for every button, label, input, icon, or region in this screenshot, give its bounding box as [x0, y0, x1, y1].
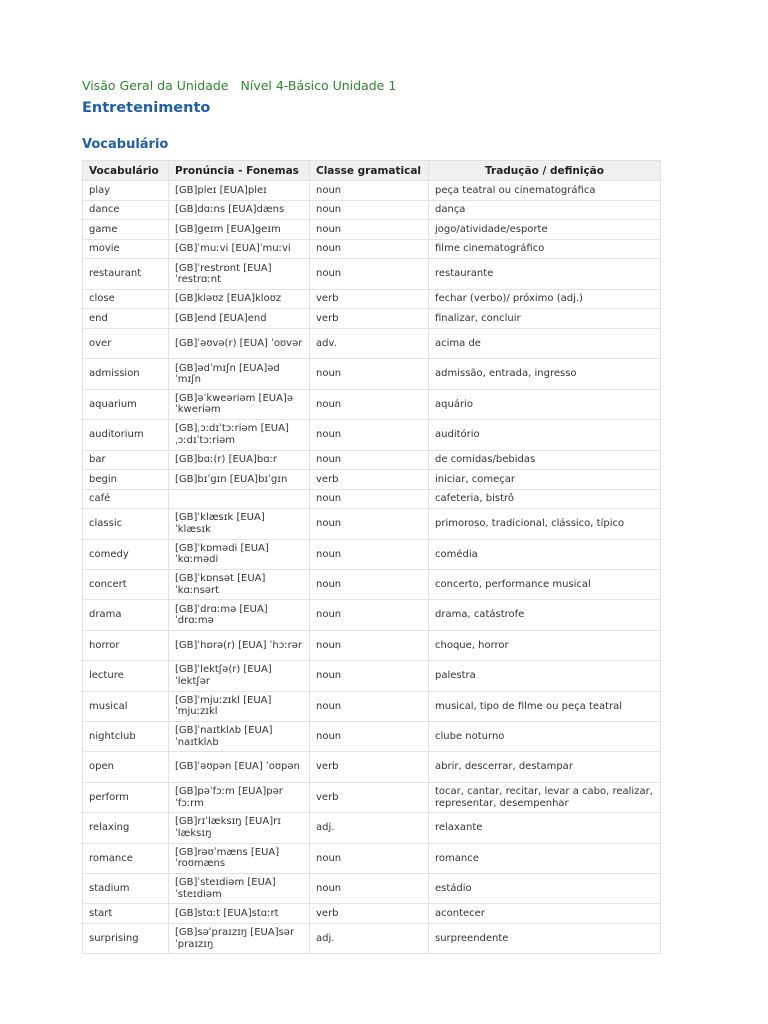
- cell-word: stadium: [83, 873, 169, 903]
- cell-class: noun: [310, 181, 429, 201]
- cell-class: noun: [310, 843, 429, 873]
- table-row: [83, 489, 661, 509]
- cell-class: noun: [310, 570, 429, 600]
- table-body: [83, 181, 661, 954]
- cell-word: relaxing: [83, 813, 169, 843]
- cell-word: end: [83, 309, 169, 329]
- cell-pronunciation: [GB]səˈpraɪzɪŋ [EUA]sər ˈpraɪzɪŋ: [169, 923, 310, 953]
- cell-translation: concerto, performance musical: [429, 570, 661, 600]
- cell-word: aquarium: [83, 389, 169, 419]
- breadcrumb-overview: Visão Geral da Unidade: [82, 78, 229, 93]
- cell-class: noun: [310, 661, 429, 691]
- cell-pronunciation: [GB]rəʊˈmæns [EUA] ˈroʊmæns: [169, 843, 310, 873]
- page-title: Entretenimento: [82, 100, 211, 116]
- cell-translation: musical, tipo de filme ou peça teatral: [429, 691, 661, 721]
- table-row: [83, 509, 661, 539]
- cell-pronunciation: [GB]ˈrestrɒnt [EUA] ˈrestrɑːnt: [169, 259, 310, 289]
- table-row: [83, 539, 661, 569]
- cell-class: verb: [310, 782, 429, 812]
- cell-pronunciation: [GB]ˈmuːvi [EUA]ˈmuːvi: [169, 239, 310, 259]
- cell-pronunciation: [GB]əˈkweəriəm [EUA]ə ˈkweriəm: [169, 389, 310, 419]
- cell-translation: choque, horror: [429, 630, 661, 660]
- cell-word: over: [83, 328, 169, 358]
- table-row: [83, 220, 661, 240]
- cell-class: noun: [310, 873, 429, 903]
- table-row: [83, 200, 661, 220]
- table-row: [83, 600, 661, 630]
- breadcrumb: [82, 76, 660, 96]
- cell-class: noun: [310, 489, 429, 509]
- cell-translation: aquário: [429, 389, 661, 419]
- cell-word: movie: [83, 239, 169, 259]
- cell-class: verb: [310, 289, 429, 309]
- table-row: [83, 181, 661, 201]
- cell-translation: iniciar, começar: [429, 470, 661, 490]
- cell-word: horror: [83, 630, 169, 660]
- cell-class: noun: [310, 200, 429, 220]
- column-header-vocabulary: Vocabulário: [83, 161, 169, 181]
- table-row: [83, 239, 661, 259]
- cell-word: game: [83, 220, 169, 240]
- cell-word: bar: [83, 450, 169, 470]
- cell-translation: restaurante: [429, 259, 661, 289]
- table-header-row: [83, 161, 661, 181]
- cell-pronunciation: [GB]ədˈmɪʃn [EUA]əd ˈmɪʃn: [169, 359, 310, 389]
- cell-translation: admissão, entrada, ingresso: [429, 359, 661, 389]
- table-row: [83, 691, 661, 721]
- breadcrumb-level: Nível 4-Básico Unidade 1: [240, 78, 397, 93]
- cell-class: adj.: [310, 813, 429, 843]
- cell-translation: fechar (verbo)/ próximo (adj.): [429, 289, 661, 309]
- cell-translation: drama, catástrofe: [429, 600, 661, 630]
- section-heading: Vocabulário: [82, 137, 169, 152]
- cell-translation: surpreendente: [429, 923, 661, 953]
- cell-class: adv.: [310, 328, 429, 358]
- table-row: [83, 923, 661, 953]
- table-row: [83, 630, 661, 660]
- table-row: [83, 782, 661, 812]
- table-row: [83, 904, 661, 924]
- cell-class: noun: [310, 630, 429, 660]
- cell-pronunciation: [GB]pəˈfɔːm [EUA]pər ˈfɔːrm: [169, 782, 310, 812]
- cell-pronunciation: [GB]rɪˈlæksɪŋ [EUA]rɪ ˈlæksɪŋ: [169, 813, 310, 843]
- cell-pronunciation: [GB]ˈnaɪtklʌb [EUA] ˈnaɪtklʌb: [169, 722, 310, 752]
- table-row: [83, 813, 661, 843]
- cell-pronunciation: [169, 489, 310, 509]
- cell-class: verb: [310, 904, 429, 924]
- cell-translation: comédia: [429, 539, 661, 569]
- cell-pronunciation: [GB]ˈkɒmədi [EUA] ˈkɑːmədi: [169, 539, 310, 569]
- cell-word: comedy: [83, 539, 169, 569]
- cell-word: play: [83, 181, 169, 201]
- table-row: [83, 843, 661, 873]
- cell-pronunciation: [GB]stɑːt [EUA]stɑːrt: [169, 904, 310, 924]
- cell-class: noun: [310, 359, 429, 389]
- cell-pronunciation: [GB]geɪm [EUA]geɪm: [169, 220, 310, 240]
- table-row: [83, 661, 661, 691]
- cell-translation: peça teatral ou cinematográfica: [429, 181, 661, 201]
- cell-pronunciation: [GB]bɑː(r) [EUA]bɑːr: [169, 450, 310, 470]
- cell-word: nightclub: [83, 722, 169, 752]
- cell-word: begin: [83, 470, 169, 490]
- cell-class: verb: [310, 752, 429, 782]
- table-row: [83, 359, 661, 389]
- table-row: [83, 752, 661, 782]
- cell-word: open: [83, 752, 169, 782]
- table-row: [83, 420, 661, 450]
- cell-pronunciation: [GB]ˈlektʃə(r) [EUA] ˈlektʃər: [169, 661, 310, 691]
- cell-translation: abrir, descerrar, destampar: [429, 752, 661, 782]
- cell-class: noun: [310, 600, 429, 630]
- cell-word: perform: [83, 782, 169, 812]
- cell-translation: cafeteria, bistrô: [429, 489, 661, 509]
- cell-translation: filme cinematográfico: [429, 239, 661, 259]
- cell-word: surprising: [83, 923, 169, 953]
- cell-pronunciation: [GB]end [EUA]end: [169, 309, 310, 329]
- cell-class: noun: [310, 450, 429, 470]
- table-row: [83, 470, 661, 490]
- cell-class: noun: [310, 220, 429, 240]
- cell-class: noun: [310, 509, 429, 539]
- cell-translation: auditório: [429, 420, 661, 450]
- cell-class: noun: [310, 420, 429, 450]
- cell-class: verb: [310, 470, 429, 490]
- cell-word: drama: [83, 600, 169, 630]
- cell-word: café: [83, 489, 169, 509]
- cell-pronunciation: [GB]bɪˈgɪn [EUA]bɪˈgɪn: [169, 470, 310, 490]
- cell-translation: palestra: [429, 661, 661, 691]
- cell-word: start: [83, 904, 169, 924]
- cell-pronunciation: [GB]ˈklæsɪk [EUA] ˈklæsɪk: [169, 509, 310, 539]
- cell-word: admission: [83, 359, 169, 389]
- cell-pronunciation: [GB]ˈəʊvə(r) [EUA] ˈoʊvər: [169, 328, 310, 358]
- cell-translation: primoroso, tradicional, clássico, típico: [429, 509, 661, 539]
- cell-class: noun: [310, 239, 429, 259]
- cell-translation: de comidas/bebidas: [429, 450, 661, 470]
- cell-word: close: [83, 289, 169, 309]
- cell-class: adj.: [310, 923, 429, 953]
- cell-pronunciation: [GB]dɑːns [EUA]dæns: [169, 200, 310, 220]
- table-row: [83, 570, 661, 600]
- cell-class: verb: [310, 309, 429, 329]
- cell-word: classic: [83, 509, 169, 539]
- cell-pronunciation: [GB]ˈsteɪdiəm [EUA] ˈsteɪdiəm: [169, 873, 310, 903]
- cell-word: romance: [83, 843, 169, 873]
- table-row: [83, 328, 661, 358]
- table-row: [83, 309, 661, 329]
- cell-pronunciation: [GB]ˈəʊpən [EUA] ˈoʊpən: [169, 752, 310, 782]
- column-header-translation: Tradução / definição: [429, 161, 661, 181]
- cell-pronunciation: [GB]ˈhɒrə(r) [EUA] ˈhɔːrər: [169, 630, 310, 660]
- cell-class: noun: [310, 539, 429, 569]
- cell-translation: estádio: [429, 873, 661, 903]
- cell-word: restaurant: [83, 259, 169, 289]
- table-row: [83, 450, 661, 470]
- cell-translation: acima de: [429, 328, 661, 358]
- cell-translation: clube noturno: [429, 722, 661, 752]
- cell-pronunciation: [GB]kləʊz [EUA]kloʊz: [169, 289, 310, 309]
- cell-translation: dança: [429, 200, 661, 220]
- table-row: [83, 389, 661, 419]
- cell-translation: relaxante: [429, 813, 661, 843]
- cell-class: noun: [310, 389, 429, 419]
- table-row: [83, 873, 661, 903]
- cell-translation: acontecer: [429, 904, 661, 924]
- cell-word: dance: [83, 200, 169, 220]
- cell-pronunciation: [GB]pleɪ [EUA]pleɪ: [169, 181, 310, 201]
- cell-pronunciation: [GB]ˈkɒnsət [EUA] ˈkɑːnsərt: [169, 570, 310, 600]
- table-row: [83, 259, 661, 289]
- cell-word: lecture: [83, 661, 169, 691]
- column-header-pronunciation: Pronúncia - Fonemas: [169, 161, 310, 181]
- cell-pronunciation: [GB]ˈdrɑːmə [EUA] ˈdrɑːmə: [169, 600, 310, 630]
- cell-word: musical: [83, 691, 169, 721]
- cell-class: noun: [310, 722, 429, 752]
- cell-translation: finalizar, concluir: [429, 309, 661, 329]
- cell-pronunciation: [GB]ˈmjuːzɪkl [EUA] ˈmjuːzɪkl: [169, 691, 310, 721]
- column-header-class: Classe gramatical: [310, 161, 429, 181]
- cell-translation: romance: [429, 843, 661, 873]
- cell-translation: jogo/atividade/esporte: [429, 220, 661, 240]
- cell-class: noun: [310, 691, 429, 721]
- table-row: [83, 289, 661, 309]
- table-row: [83, 722, 661, 752]
- vocabulary-table: [82, 160, 661, 954]
- cell-word: auditorium: [83, 420, 169, 450]
- cell-pronunciation: [GB]ˌɔːdɪˈtɔːriəm [EUA] ˌɔːdɪˈtɔːriəm: [169, 420, 310, 450]
- cell-translation: tocar, cantar, recitar, levar a cabo, realizar, representar, desempenhar: [429, 782, 661, 812]
- cell-class: noun: [310, 259, 429, 289]
- document-page: [82, 76, 660, 954]
- cell-word: concert: [83, 570, 169, 600]
